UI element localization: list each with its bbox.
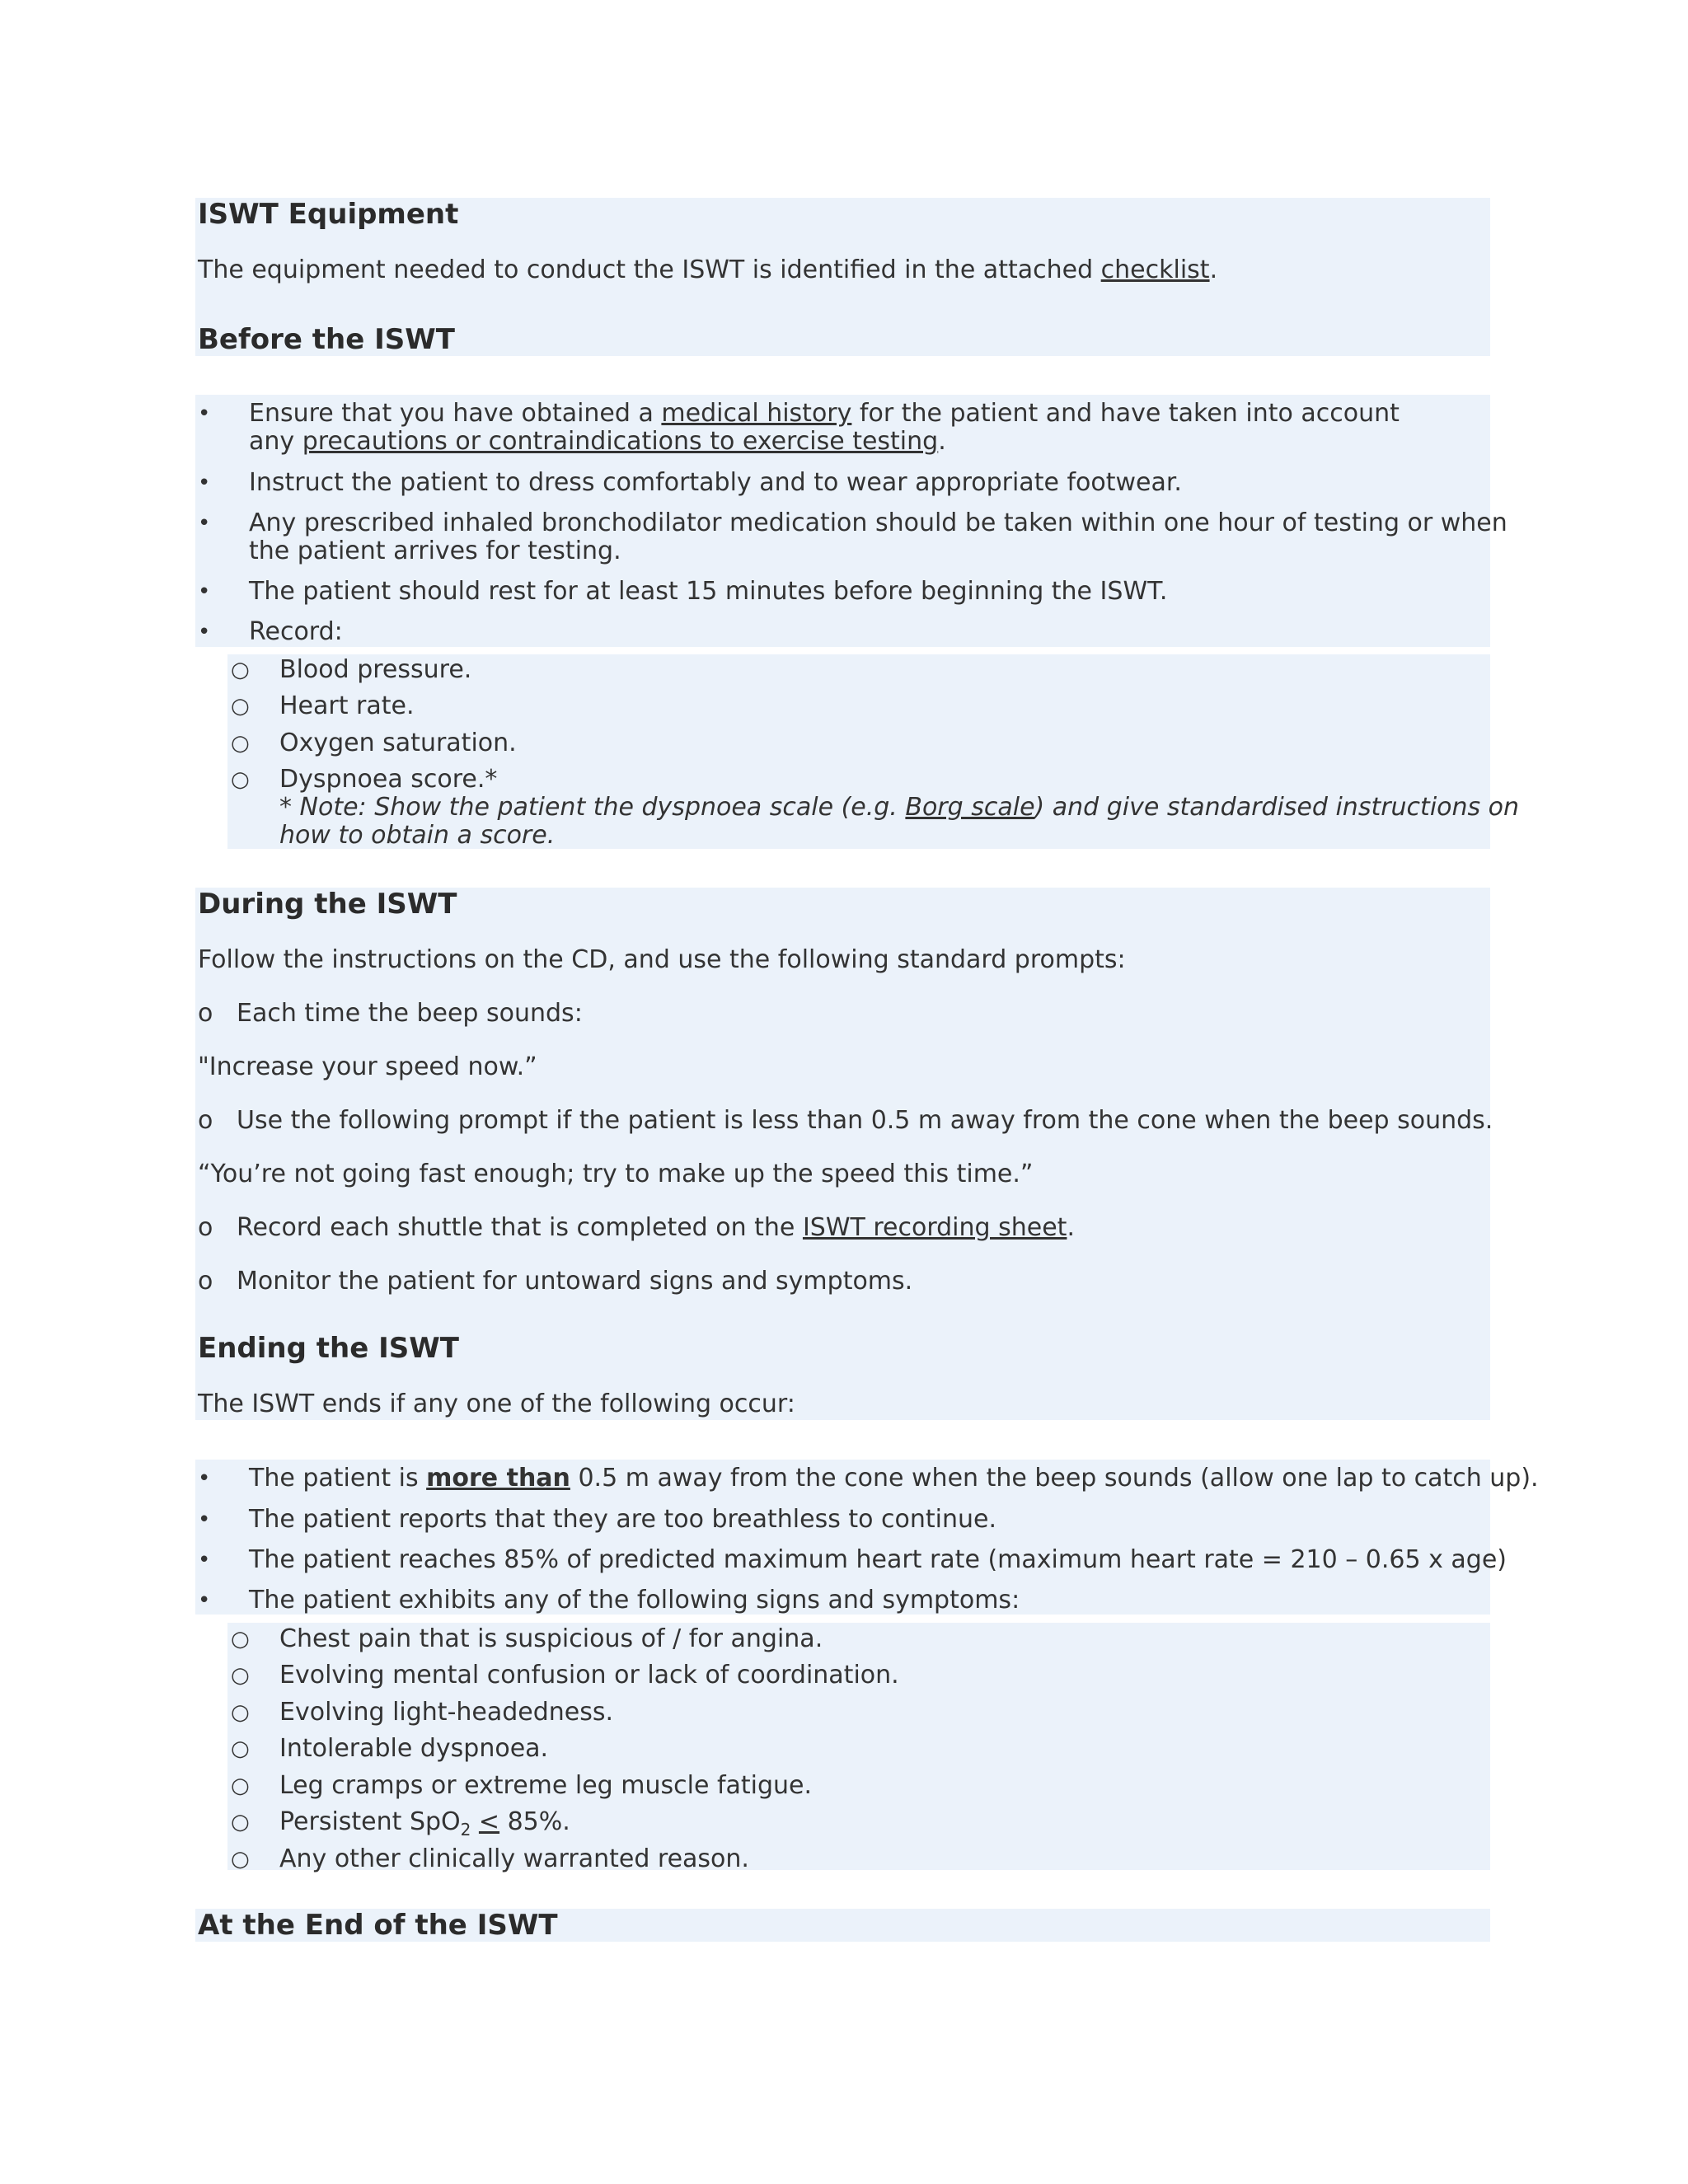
circle-bullet: ○ [231, 658, 250, 682]
during-prompt-4: Monitor the patient for untoward signs and symptoms. [237, 1267, 913, 1296]
heading-during: During the ISWT [198, 888, 457, 921]
o-marker: o [198, 1267, 213, 1296]
bullet: • [198, 1507, 211, 1532]
before-item-5: Record: [249, 617, 343, 646]
checklist-link[interactable]: checklist [1100, 255, 1210, 284]
bullet: • [198, 1466, 211, 1491]
o-marker: o [198, 1213, 213, 1242]
circle-bullet: ○ [231, 767, 250, 792]
circle-bullet: ○ [231, 1847, 250, 1872]
before-item-1-line-2: any precautions or contraindications to exercise testing. [249, 427, 946, 456]
bullet: • [198, 471, 211, 495]
ending-item-3: The patient reaches 85% of predicted maximum heart rate (maximum heart rate = 210 – 0.65 x age) [249, 1545, 1507, 1574]
symptom-other-reason: Any other clinically warranted reason. [279, 1844, 749, 1873]
heading-equipment: ISWT Equipment [198, 198, 459, 231]
symptom-light-headedness: Evolving light-headedness. [279, 1698, 614, 1727]
heading-before: Before the ISWT [198, 323, 455, 356]
ending-item-2: The patient reports that they are too breathless to continue. [249, 1505, 997, 1534]
circle-bullet: ○ [231, 1810, 250, 1835]
during-quote-2: “You’re not going fast enough; try to make up the speed this time.” [198, 1160, 1034, 1188]
record-heart-rate: Heart rate. [279, 691, 415, 720]
before-item-4: The patient should rest for at least 15 minutes before beginning the ISWT. [249, 577, 1168, 606]
before-item-1-line-1: Ensure that you have obtained a medical history for the patient and have taken into account [249, 399, 1400, 428]
symptom-leg-cramps: Leg cramps or extreme leg muscle fatigue. [279, 1771, 813, 1800]
ending-item-4: The patient exhibits any of the following signs and symptoms: [249, 1586, 1020, 1615]
symptom-chest-pain: Chest pain that is suspicious of / for angina. [279, 1624, 823, 1653]
during-prompt-3: Record each shuttle that is completed on the ISWT recording sheet. [237, 1213, 1075, 1242]
circle-bullet: ○ [231, 1627, 250, 1652]
circle-bullet: ○ [231, 1736, 250, 1761]
bullet: • [198, 579, 211, 604]
record-dyspnoea-score: Dyspnoea score.* [279, 765, 498, 794]
during-prompt-1: Each time the beep sounds: [237, 999, 583, 1028]
bullet: • [198, 511, 211, 536]
before-item-2: Instruct the patient to dress comfortably and to wear appropriate footwear. [249, 468, 1182, 497]
record-blood-pressure: Blood pressure. [279, 655, 472, 684]
medical-history-link[interactable]: medical history [661, 399, 852, 428]
bullet: • [198, 1548, 211, 1572]
o-marker: o [198, 999, 213, 1028]
precautions-link[interactable]: precautions or contraindications to exercise testing [302, 427, 939, 456]
during-intro: Follow the instructions on the CD, and use the following standard prompts: [198, 945, 1126, 974]
borg-scale-link[interactable]: Borg scale [905, 793, 1035, 822]
circle-bullet: ○ [231, 1663, 250, 1688]
bullet: • [198, 1588, 211, 1613]
more-than-emphasis: more than [426, 1464, 570, 1493]
dyspnoea-note-line-2: how to obtain a score. [279, 821, 556, 850]
equipment-paragraph: The equipment needed to conduct the ISWT is identified in the attached checklist. [198, 255, 1218, 284]
symptom-dyspnoea: Intolerable dyspnoea. [279, 1734, 549, 1763]
before-item-3-line-2: the patient arrives for testing. [249, 537, 621, 565]
record-oxygen-saturation: Oxygen saturation. [279, 729, 517, 757]
bullet: • [198, 620, 211, 644]
during-quote-1: "Increase your speed now.” [198, 1052, 537, 1081]
circle-bullet: ○ [231, 694, 250, 719]
symptom-spo2: Persistent SpO$_2$ < 85%. [279, 1807, 570, 1840]
o-marker: o [198, 1106, 213, 1135]
bullet: • [198, 401, 211, 426]
dyspnoea-note-line-1: * Note: Show the patient the dyspnoea scale (e.g. Borg scale) and give standardised instructions on [279, 793, 1520, 822]
before-item-3-line-1: Any prescribed inhaled bronchodilator medication should be taken within one hour of testing or when [249, 509, 1507, 537]
symptom-mental-confusion: Evolving mental confusion or lack of coordination. [279, 1661, 899, 1690]
ending-item-1: The patient is more than 0.5 m away from the cone when the beep sounds (allow one lap to catch up). [249, 1464, 1539, 1493]
recording-sheet-link[interactable]: ISWT recording sheet [802, 1213, 1067, 1242]
circle-bullet: ○ [231, 1774, 250, 1798]
ending-intro: The ISWT ends if any one of the following occur: [198, 1390, 795, 1418]
heading-end: At the End of the ISWT [198, 1909, 558, 1942]
less-or-equal-sign: < [478, 1807, 500, 1836]
during-prompt-2: Use the following prompt if the patient is less than 0.5 m away from the cone when the beep sounds. [237, 1106, 1493, 1135]
circle-bullet: ○ [231, 1700, 250, 1725]
heading-ending: Ending the ISWT [198, 1332, 459, 1365]
circle-bullet: ○ [231, 731, 250, 756]
